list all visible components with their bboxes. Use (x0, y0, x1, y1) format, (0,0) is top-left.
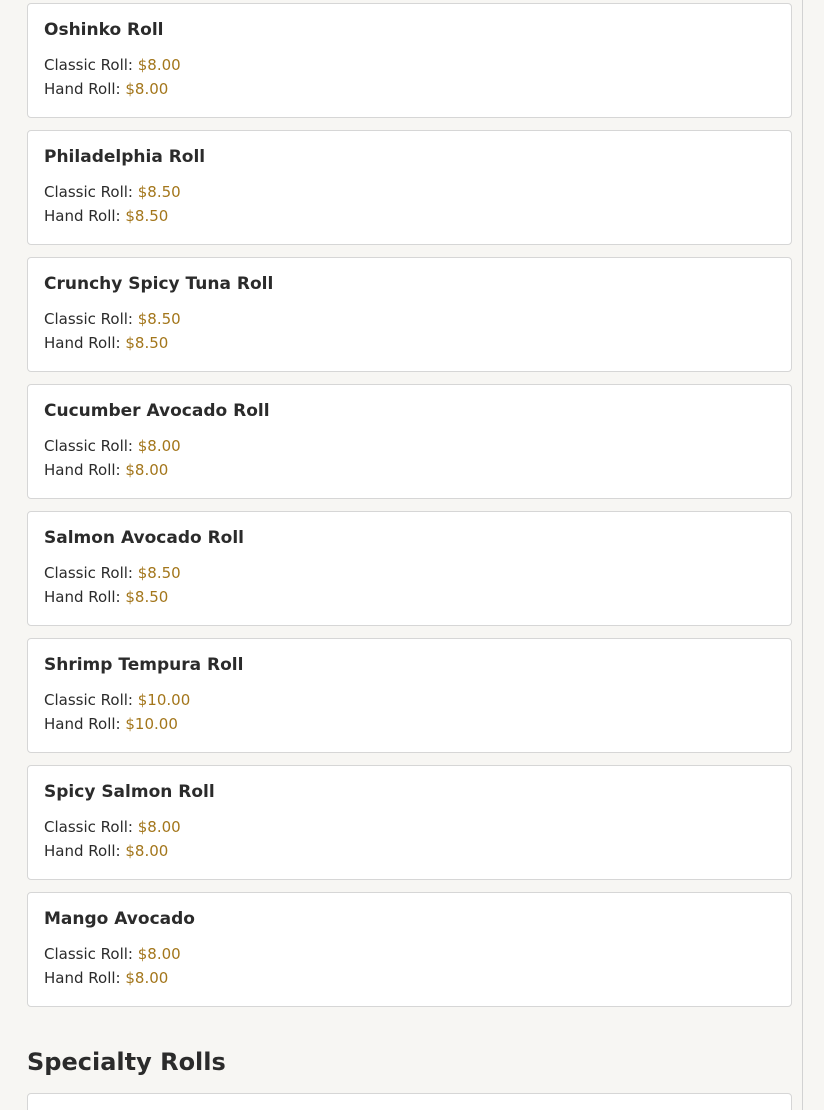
classic-roll-line (44, 434, 775, 458)
classic-roll-label: Classic Roll: (44, 818, 133, 836)
hand-roll-line (44, 331, 775, 355)
menu-item-name: Cucumber Avocado Roll (44, 401, 270, 421)
classic-roll-label: Classic Roll: (44, 564, 133, 582)
menu-item-card-oshinko-roll (27, 3, 792, 118)
classic-roll-label: Classic Roll: (44, 691, 133, 709)
classic-roll-label: Classic Roll: (44, 945, 133, 963)
menu-item-name: Oshinko Roll (44, 20, 164, 40)
hand-roll-price: $10.00 (125, 715, 178, 733)
hand-roll-label: Hand Roll: (44, 207, 121, 225)
hand-roll-price: $8.50 (125, 207, 169, 225)
menu-item-card-salmon-avocado-roll (27, 511, 792, 626)
menu-item-name: Shrimp Tempura Roll (44, 655, 244, 675)
menu-item-name: Salmon Avocado Roll (44, 528, 245, 548)
classic-roll-price: $8.00 (137, 945, 181, 963)
hand-roll-line (44, 458, 775, 482)
classic-roll-label: Classic Roll: (44, 437, 133, 455)
menu-item-name: Crunchy Spicy Tuna Roll (44, 274, 274, 294)
classic-roll-line (44, 942, 775, 966)
hand-roll-line (44, 585, 775, 609)
section-title-specialty-rolls: Specialty Rolls (27, 1048, 226, 1076)
classic-roll-price: $10.00 (137, 691, 191, 709)
classic-roll-price: $8.00 (137, 437, 181, 455)
hand-roll-price: $8.50 (125, 334, 169, 352)
hand-roll-line (44, 966, 775, 990)
hand-roll-label: Hand Roll: (44, 334, 121, 352)
menu-item-card (27, 1093, 792, 1110)
hand-roll-price: $8.00 (125, 842, 169, 860)
classic-roll-label: Classic Roll: (44, 310, 133, 328)
hand-roll-price: $8.00 (125, 461, 169, 479)
classic-roll-price: $8.50 (137, 183, 181, 201)
menu-item-name: Philadelphia Roll (44, 147, 206, 167)
classic-roll-label: Classic Roll: (44, 183, 133, 201)
classic-roll-line (44, 561, 775, 585)
menu-item-card-mango-avocado (27, 892, 792, 1007)
hand-roll-label: Hand Roll: (44, 842, 121, 860)
classic-roll-price: $8.50 (137, 564, 181, 582)
menu-content (27, 0, 792, 1110)
classic-roll-price: $8.00 (137, 56, 181, 74)
menu-item-card-cucumber-avocado-roll (27, 384, 792, 499)
classic-roll-label: Classic Roll: (44, 56, 133, 74)
hand-roll-price: $8.00 (125, 80, 169, 98)
menu-item-card-philadelphia-roll (27, 130, 792, 245)
hand-roll-label: Hand Roll: (44, 588, 121, 606)
hand-roll-line (44, 204, 775, 228)
hand-roll-price: $8.50 (125, 588, 169, 606)
hand-roll-line (44, 839, 775, 863)
hand-roll-price: $8.00 (125, 969, 169, 987)
hand-roll-label: Hand Roll: (44, 715, 121, 733)
hand-roll-label: Hand Roll: (44, 80, 121, 98)
classic-roll-line (44, 688, 775, 712)
classic-roll-line (44, 815, 775, 839)
hand-roll-label: Hand Roll: (44, 969, 121, 987)
hand-roll-label: Hand Roll: (44, 461, 121, 479)
menu-item-card-crunchy-spicy-tuna-roll (27, 257, 792, 372)
classic-roll-line (44, 180, 775, 204)
menu-item-name: Mango Avocado (44, 909, 195, 929)
classic-roll-line (44, 53, 775, 77)
menu-item-name: Spicy Salmon Roll (44, 782, 215, 802)
hand-roll-line (44, 712, 775, 736)
classic-roll-price: $8.50 (137, 310, 181, 328)
menu-item-card-spicy-salmon-roll (27, 765, 792, 880)
menu-item-card-shrimp-tempura-roll (27, 638, 792, 753)
classic-roll-line (44, 307, 775, 331)
hand-roll-line (44, 77, 775, 101)
classic-roll-price: $8.00 (137, 818, 181, 836)
